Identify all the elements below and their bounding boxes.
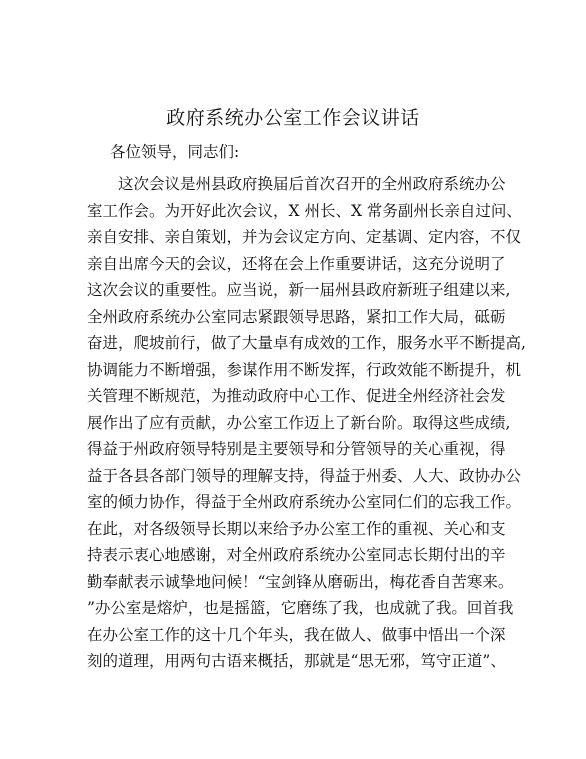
body-line: 勤奉献表示诚挚地问候！“宝剑锋从磨砺出，梅花香自苦寒来。 <box>87 572 514 591</box>
body-line: 展作出了应有贡献，办公室工作迈上了新台阶。取得这些成绩, <box>87 413 511 432</box>
document-title: 政府系统办公室工作会议讲话 <box>166 107 420 129</box>
body-line: 室的倾力协作，得益于全州政府系统办公室同仁们的忘我工作。 <box>87 493 522 511</box>
body-line: 室工作会。为开好此次会议，X 州长、X 常务副州长亲自过问、 <box>87 201 522 220</box>
body-line: 亲自安排、亲自策划，并为会议定方向、定基调、定内容，不仅 <box>87 228 522 246</box>
body-line: 亲自出席今天的会议，还将在会上作重要讲话，这充分说明了 <box>87 254 506 273</box>
body-line: 这次会议是州县政府换届后首次召开的全州政府系统办公 <box>118 175 506 193</box>
body-line: 这次会议的重要性。应当说，新一届州县政府新班子组建以来, <box>87 281 511 299</box>
body-line: 关管理不断规范，为推动政府中心工作、促进全州经济社会发 <box>87 387 506 405</box>
body-paragraph <box>87 171 526 675</box>
salutation: 各位领导，同志们: <box>110 143 240 161</box>
body-line: 全州政府系统办公室同志紧跟领导思路，紧扣工作大局，砥砺 <box>87 307 506 326</box>
body-line: 奋进，爬坡前行，做了大量卓有成效的工作，服务水平不断提高, <box>87 334 526 352</box>
body-line: 在此，对各级领导长期以来给予办公室工作的重视、关心和支 <box>87 519 506 538</box>
body-line: 得益于州政府领导特别是主要领导和分管领导的关心重视，得 <box>87 440 506 458</box>
body-line: 益于各县各部门领导的理解支持，得益于州委、人大、政协办公 <box>87 466 522 485</box>
body-line: ”办公室是熔炉，也是摇篮，它磨练了我，也成就了我。回首我 <box>87 599 514 617</box>
body-line: 持表示衷心地感谢，对全州政府系统办公室同志长期付出的辛 <box>87 546 506 564</box>
body-line: 协调能力不断增强，参谋作用不断发挥，行政效能不断提升，机 <box>87 360 522 379</box>
body-line: 在办公室工作的这十几个年头，我在做人、做事中悟出一个深 <box>87 625 506 644</box>
body-line: 刻的道理，用两句古语来概括，那就是“思无邪，笃守正道”、 <box>87 652 506 670</box>
